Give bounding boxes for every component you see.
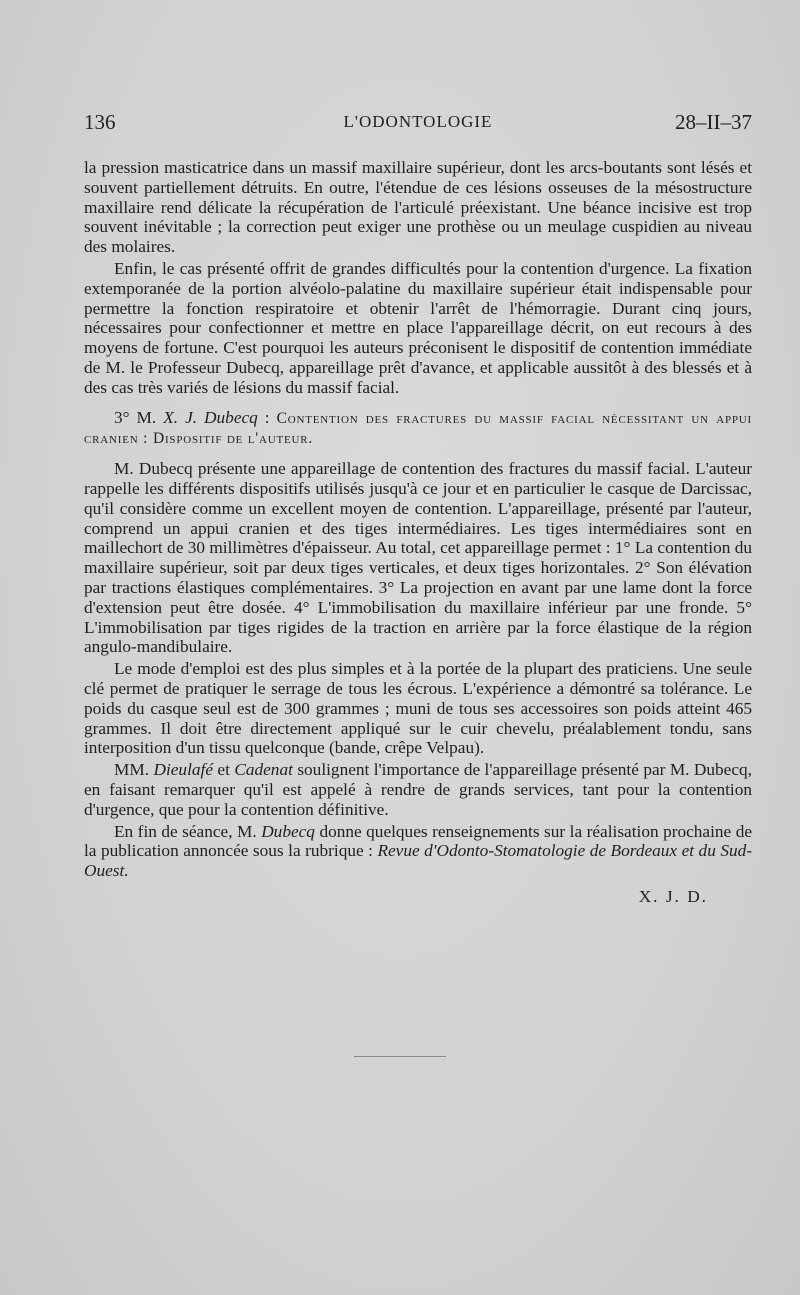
paragraph-6 [84, 822, 752, 881]
paragraph-4: Le mode d'emploi est des plus simples et à la portée de la plupart des praticiens. Une seule clé permet de pratiquer le serrage de tous les écrous. L'expérience a démontré sa tolérance. Le poids du casque seul est de 300 grammes ; muni de tous ses accessoires son poids atteint 465 grammes. Il doit être directement appliqué sur le cuir chevelu, préalablement tondu, sans interposition d'un tissu quelconque (bande, crêpe Velpau). [84, 659, 752, 758]
paragraph-5 [84, 760, 752, 819]
end-rule [354, 1056, 446, 1057]
section-authors: X. J. Dubecq [163, 407, 258, 427]
author-name-cadenat: Cadenat [234, 760, 293, 780]
running-header [84, 110, 752, 140]
author-name-dieulafe: Dieulafé [153, 760, 213, 780]
section-title: Contention des fractures du massif facial nécessitant un appui cranien : Dispositif de l'auteur. [84, 409, 752, 448]
journal-title: L'ODONTOLOGIE [343, 112, 493, 131]
section-number: 3° M. [114, 407, 164, 427]
section-heading [84, 408, 752, 450]
issue-date: 28–II–37 [675, 110, 752, 134]
paragraph-5-text-a: MM. [114, 760, 154, 780]
paragraph-5-text-c: soulignent l'importance de l'appareillage présenté par M. Dubecq, en faisant remarquer qu'il est appelé à rendre de grands services, tant pour la contention d'urgence, que pour la contention définitive. [84, 760, 752, 819]
paragraph-6-text-b: donne quelques renseignements sur la réalisation prochaine de la publication annoncée sous la rubrique : [84, 821, 753, 861]
page-number: 136 [84, 110, 116, 134]
journal-reference: Revue d'Odonto-Stomatologie de Bordeaux et du Sud-Ouest. [84, 841, 752, 881]
paragraph-3: M. Dubecq présente une appareillage de contention des fractures du massif facial. L'auteur rappelle les différents dispositifs utilisés jusqu'à ce jour et en particulier le casque de Darcissac, qu'il considère comme un excellent moyen de contention. L'appareillage, présenté par l'auteur, comprend un appui cranien et des tiges intermédiaires. Les tiges intermédiaires sont en maillechort de 30 millimètres d'épaisseur. Au total, cet appareillage permet : 1° La contention du maxillaire supérieur, soit par deux tiges verticales, et deux tiges horizontales. 2° Son élévation par tractions élastiques complémentaires. 3° La projection en avant par une lame dont la force d'extension peut être dosée. 4° L'immobilisation du maxillaire inférieur par une fronde. 5° L'immobilisation par tiges rigides de la traction en arrière par la force élastique de la région angulo-mandibulaire. [84, 459, 752, 657]
section-separator: : [257, 407, 277, 427]
signature: X. J. D. [638, 886, 708, 906]
article-body [84, 158, 752, 907]
paragraph-1: la pression masticatrice dans un massif maxillaire supérieur, dont les arcs-boutants sont lésés et souvent partiellement détruits. En outre, l'étendue de ces lésions osseuses de la mésostructure maxillaire rend délicate la récupération de l'articulé préexistant. Une béance incisive est trop souvent inévitable ; la correction peut exiger une prothèse ou un meulage cuspidien au niveau des molaires. [84, 158, 752, 257]
author-name-dubecq: Dubecq [261, 821, 315, 841]
paragraph-6-text-a: En fin de séance, M. [114, 821, 262, 841]
paragraph-5-text-b: et [213, 760, 235, 780]
paragraph-2: Enfin, le cas présenté offrit de grandes difficultés pour la contention d'urgence. La fixation extemporanée de la portion alvéolo-palatine du maxillaire supérieur était indispensable pour permettre la fonction respiratoire et obtenir l'arrêt de l'hémorragie. Durant cinq jours, nécessaires pour confectionner et mettre en place l'appareillage décrit, on eut recours à des moyens de fortune. C'est pourquoi les auteurs préconisent le dispositif de contention immédiate de M. le Professeur Dubecq, appareillage prêt d'avance, et applicable aussitôt à des blessés et à des cas très variés de lésions du massif facial. [84, 258, 752, 397]
